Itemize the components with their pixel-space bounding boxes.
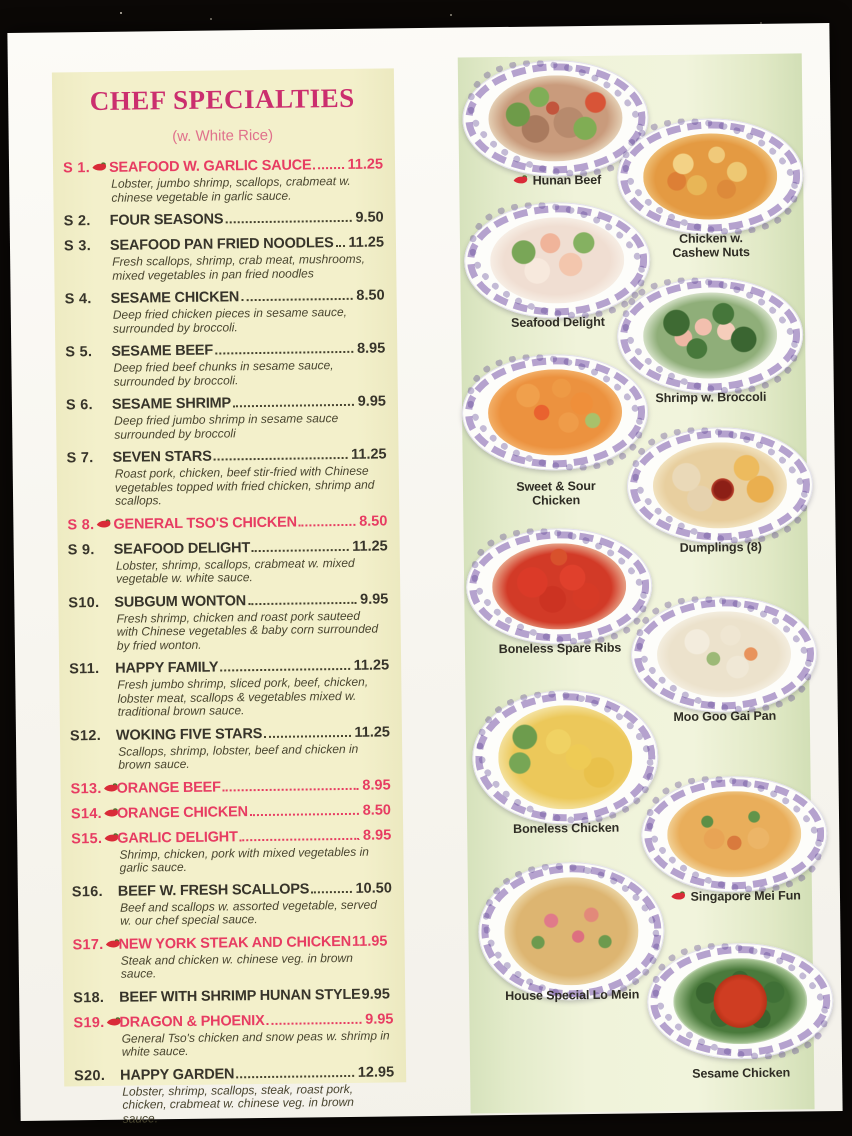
item-name: SUBGUM WONTON	[114, 592, 247, 611]
photo-plate	[626, 426, 813, 544]
item-description: Scallops, shrimp, lobster, beef and chicken in brown sauce.	[118, 741, 359, 772]
item-number: S 2.	[63, 213, 91, 230]
background-dust	[120, 12, 122, 14]
menu-item	[74, 1064, 395, 1126]
menu-item	[70, 724, 391, 773]
chili-pepper-icon	[95, 518, 112, 528]
photo-plate	[465, 527, 652, 645]
menu-item	[64, 234, 385, 283]
item-description: Deep fried chicken pieces in sesame sauce, surrounded by broccoli.	[112, 304, 348, 336]
menu-item-head	[67, 513, 387, 534]
dot-leader	[236, 1074, 354, 1077]
item-number: S13.	[71, 780, 117, 798]
item-number: S 7.	[66, 450, 94, 467]
food-image	[667, 790, 802, 878]
food-image	[652, 442, 787, 530]
food-image	[643, 133, 778, 221]
dish-photo	[626, 426, 813, 555]
dish-photo	[647, 942, 834, 1081]
item-price: 8.50	[356, 287, 385, 304]
food-image	[488, 75, 623, 163]
item-description: Fresh shrimp, chicken and roast pork sauteed with Chinese vegetables & baby corn surrounded by fried wonton.	[116, 608, 379, 653]
item-name: SEAFOOD W. GARLIC SAUCE	[108, 157, 312, 176]
item-price: 11.25	[353, 657, 390, 674]
photo-caption: Shrimp w. Broccoli	[655, 389, 767, 406]
dot-leader	[264, 734, 350, 737]
menu-item	[65, 287, 386, 336]
menu-item-head	[73, 986, 393, 1007]
item-price: 8.95	[362, 776, 391, 794]
item-price: 8.50	[362, 801, 392, 819]
dot-leader	[214, 457, 347, 461]
photo-plate	[630, 595, 817, 713]
dot-leader	[215, 351, 353, 355]
dot-leader	[225, 220, 351, 224]
dot-leader	[233, 404, 354, 407]
page-title: CHEF SPECIALTIES	[89, 82, 355, 117]
food-image	[657, 611, 792, 699]
item-number: S20.	[74, 1067, 106, 1084]
dish-photo	[465, 527, 652, 657]
item-name: BEEF WITH SHRIMP HUNAN STYLE	[119, 986, 361, 1006]
dot-leader	[250, 812, 359, 815]
photo-plate	[461, 353, 648, 471]
item-number: S 6.	[65, 397, 94, 414]
chili-pepper-icon	[91, 162, 108, 172]
menu-item	[68, 538, 389, 587]
item-price: 11.25	[347, 156, 384, 173]
chili-pepper-icon	[512, 175, 529, 185]
item-price: 9.95	[359, 590, 389, 608]
photo-plate	[641, 775, 828, 893]
item-price: 8.95	[356, 340, 386, 357]
item-name: GENERAL TSO'S CHICKEN	[113, 514, 297, 533]
item-number: S15.	[71, 830, 117, 848]
food-image	[498, 704, 633, 810]
item-price: 8.50	[359, 512, 388, 530]
item-number: S 1.	[63, 160, 109, 178]
dot-leader	[248, 601, 356, 604]
photo-caption: Dumplings (8)	[679, 539, 762, 555]
item-name: SESAME BEEF	[111, 342, 214, 360]
item-name: SEVEN STARS	[112, 448, 212, 466]
dish-photo	[471, 689, 659, 836]
menu-item	[73, 986, 393, 1007]
dot-leader	[336, 245, 345, 247]
item-name: SESAME CHICKEN	[110, 289, 240, 307]
photo-caption: House Special Lo Mein	[505, 987, 640, 1004]
dot-leader	[313, 167, 343, 169]
menu-item	[67, 513, 387, 534]
item-price: 9.95	[365, 1010, 394, 1028]
menu-item	[66, 393, 387, 442]
item-name: GARLIC DELIGHT	[117, 828, 238, 847]
item-number: S 8.	[67, 516, 113, 534]
photo-caption: Hunan Beef	[453, 173, 659, 189]
item-name: WOKING FIVE STARS	[115, 725, 263, 744]
item-price: 10.50	[355, 879, 392, 897]
item-price: 11.25	[348, 234, 385, 251]
item-description: Roast pork, chicken, beef stir-fried with Chinese vegetables topped with fried chicken, shrimp and scallops.	[114, 463, 375, 508]
chili-pepper-icon	[670, 891, 687, 901]
menu-item	[71, 802, 391, 823]
item-name: HAPPY FAMILY	[115, 659, 219, 677]
item-price: 9.95	[361, 985, 390, 1003]
photo-plate	[478, 861, 666, 1001]
item-name: ORANGE CHICKEN	[116, 803, 248, 822]
menu-item	[71, 827, 392, 876]
food-image	[488, 369, 623, 457]
item-number: S14.	[71, 805, 117, 823]
food-image	[643, 292, 778, 380]
dish-photo	[478, 861, 666, 1004]
dot-leader	[241, 298, 352, 301]
photo-caption: Sesame Chicken	[692, 1065, 791, 1081]
item-number: S 5.	[65, 344, 93, 361]
menu-item-head	[64, 209, 384, 230]
item-price: 8.95	[362, 826, 392, 844]
item-number: S10.	[68, 594, 100, 611]
menu-item	[72, 933, 393, 982]
item-description: Deep fried beef chunks in sesame sauce, surrounded by broccoli.	[113, 358, 334, 389]
photo-plate	[471, 689, 659, 825]
dot-leader	[311, 890, 351, 892]
specialties-panel	[52, 68, 406, 1126]
item-price: 11.25	[350, 446, 387, 463]
dot-leader	[240, 837, 359, 840]
item-description: Fresh jumbo shrimp, sliced pork, beef, chicken, lobster meat, scallops & vegetables mixed w. traditional brown sauce.	[117, 674, 369, 719]
menu-item	[73, 1011, 394, 1060]
food-image	[492, 543, 627, 631]
menu-item	[72, 880, 393, 929]
item-name: BEEF W. FRESH SCALLOPS	[117, 880, 310, 900]
page-subtitle: (w. White Rice)	[172, 126, 274, 146]
item-number: S 4.	[64, 291, 92, 308]
photo-plate	[647, 942, 834, 1060]
item-number: S19.	[73, 1014, 119, 1032]
photo-caption: Sweet & Sour Chicken	[516, 478, 596, 508]
menu-item	[69, 657, 390, 719]
item-price: 11.25	[354, 723, 391, 741]
item-description: Shrimp, chicken, pork with mixed vegetables in garlic sauce.	[119, 844, 369, 875]
dot-leader	[299, 523, 355, 526]
dot-leader	[252, 548, 348, 551]
food-image	[490, 217, 625, 305]
item-name: FOUR SEASONS	[109, 211, 224, 229]
item-name: SESAME SHRIMP	[111, 395, 232, 413]
photo-caption: Seafood Delight	[511, 314, 605, 330]
menu-item	[68, 591, 389, 653]
menu-item	[64, 209, 384, 230]
item-price: 12.95	[357, 1063, 395, 1081]
item-price: 9.50	[355, 209, 384, 226]
dot-leader	[267, 1021, 362, 1024]
item-description: Lobster, jumbo shrimp, scallops, crabmeat w. chinese vegetable in garlic sauce.	[111, 173, 351, 205]
photo-caption: Boneless Spare Ribs	[498, 640, 622, 657]
item-description: Lobster, shrimp, scallops, steak, roast pork, chicken, crabmeat w. chinese veg. in brown sauce.	[122, 1081, 355, 1126]
photo-caption: Boneless Chicken	[513, 820, 620, 836]
item-name: SEAFOOD DELIGHT	[113, 539, 251, 558]
item-number: S17.	[72, 936, 118, 954]
photo-panel	[458, 53, 815, 1113]
photo-caption: Chicken w. Cashew Nuts	[672, 231, 750, 260]
item-number: S18.	[73, 989, 105, 1006]
dish-photo	[461, 353, 648, 508]
item-number: S 9.	[67, 541, 95, 558]
menu-page	[7, 23, 842, 1126]
menu-item	[71, 777, 391, 798]
dot-leader	[223, 787, 359, 791]
item-name: SEAFOOD PAN FRIED NOODLES	[109, 235, 334, 254]
item-number: S16.	[71, 883, 104, 900]
photo-caption: Moo Goo Gai Pan	[673, 708, 777, 724]
menu-item-list	[63, 156, 395, 1126]
item-name: ORANGE BEEF	[116, 779, 221, 797]
item-description: Beef and scallops w. assorted vegetable, served w. our chef special sauce.	[119, 897, 377, 928]
item-price: 9.95	[357, 393, 387, 410]
item-price: 11.25	[352, 537, 388, 555]
item-description: Lobster, shrimp, scallops, crabmeat w. mixed vegetable w. white sauce.	[115, 555, 355, 586]
item-number: S12.	[69, 727, 102, 744]
item-description: Fresh scallops, shrimp, crab meat, mushrooms, mixed vegetables in pan fried noodles	[112, 251, 366, 283]
item-description: Steak and chicken w. chinese veg. in brown sauce.	[120, 950, 353, 981]
dish-photo	[641, 775, 828, 904]
photo-caption: Singapore Mei Fun	[632, 889, 838, 905]
item-number: S 3.	[63, 238, 92, 255]
item-number: S11.	[69, 660, 100, 678]
food-image	[673, 957, 808, 1045]
menu-item	[65, 340, 386, 389]
food-image	[504, 876, 639, 986]
menu-item	[66, 446, 387, 508]
item-name: DRAGON & PHOENIX	[119, 1012, 265, 1031]
item-description: Deep fried jumbo shrimp in sesame sauce surrounded by broccoli	[114, 411, 339, 442]
item-price: 11.95	[351, 932, 388, 950]
menu-item	[63, 156, 384, 205]
menu-item-head	[71, 802, 391, 823]
menu-item-head	[71, 777, 391, 798]
dot-leader	[220, 668, 349, 672]
item-name: HAPPY GARDEN	[120, 1065, 235, 1084]
item-name: NEW YORK STEAK AND CHICKEN	[118, 933, 352, 953]
item-description: General Tso's chicken and snow peas w. shrimp in white sauce.	[121, 1027, 390, 1059]
dish-photo	[630, 595, 817, 724]
